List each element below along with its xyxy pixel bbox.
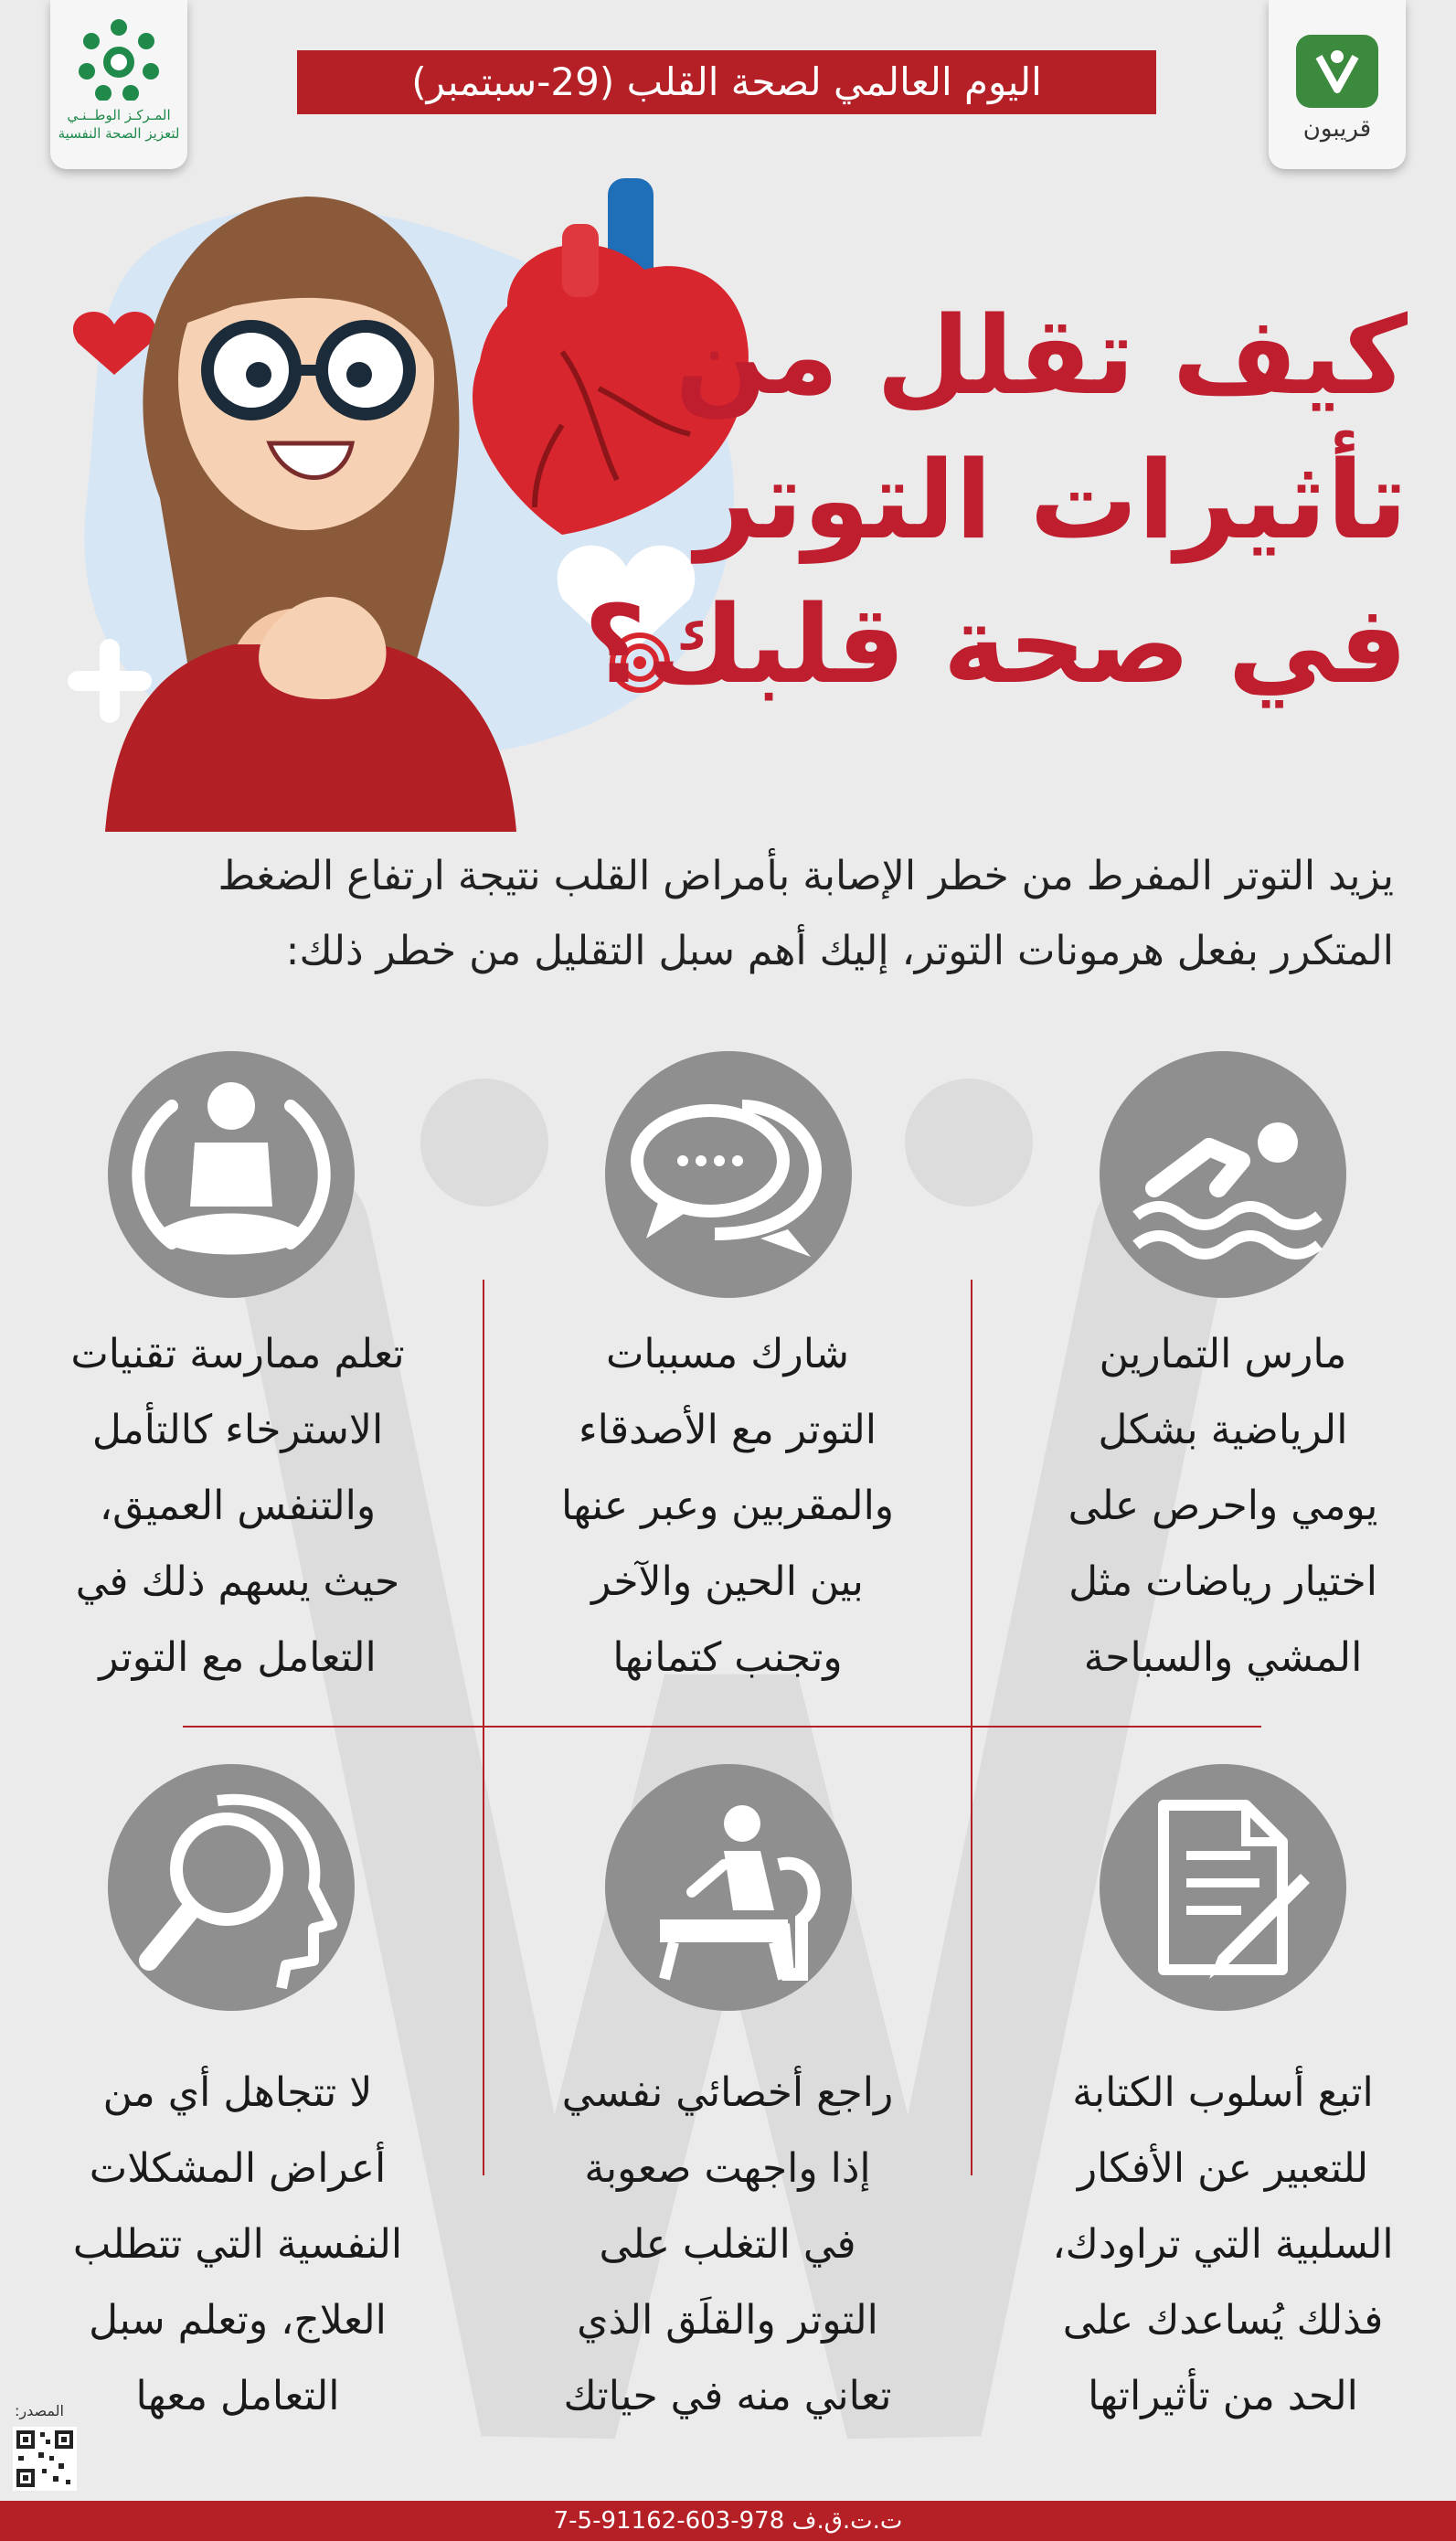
footer-isbn: ت.ت.ق.ف 978-603-91162-5-7 [0, 2501, 1456, 2541]
tip-line: مارس التمارين [1099, 1331, 1347, 1377]
tip-line: السلبية التي تراودك، [1052, 2221, 1394, 2268]
tip-line: المشي والسباحة [1083, 1634, 1363, 1681]
swimming-icon [1100, 1051, 1346, 1298]
therapy-session-icon [605, 1764, 852, 2011]
grid-divider-left [483, 1280, 484, 2175]
tip-specialist [513, 2055, 942, 2434]
tip-line: التعامل معها [135, 2373, 340, 2419]
tip-writing [1008, 2055, 1438, 2434]
tip-line: لا تتجاهل أي من [102, 2069, 373, 2116]
tip-symptoms [23, 2055, 452, 2434]
title-line-3: في صحة قلبك؟ [583, 581, 1408, 707]
right-org-name: قريبون [1302, 115, 1372, 143]
qareeboon-logo-icon [1296, 35, 1378, 108]
tip-line: إذا واجهت صعوبة [584, 2145, 871, 2192]
grid-divider-middle [183, 1726, 1261, 1728]
tip-line: وتجنب كتمانها [612, 1634, 843, 1681]
tip-line: بين الحين والآخر [591, 1558, 864, 1605]
tip-line: التعامل مع التوتر [99, 1634, 377, 1681]
tip-line: تعاني منه في حياتك [563, 2373, 892, 2419]
source-label: المصدر: [15, 2402, 64, 2419]
left-org-logo-card [50, 0, 187, 169]
hero-illustration [50, 151, 781, 832]
tip-line: راجع أخصائي نفسي [561, 2069, 894, 2116]
tip-line: اختيار رياضات مثل [1068, 1558, 1377, 1605]
tip-line: شارك مسببات [606, 1331, 849, 1377]
tip-line: التوتر مع الأصدقاء [578, 1407, 877, 1453]
tip-line: التوتر والقلَق الذي [577, 2297, 878, 2344]
main-title [583, 283, 1408, 717]
tip-line: تعلم ممارسة تقنيات [70, 1331, 405, 1377]
meditation-icon [108, 1051, 355, 1298]
tip-line: والتنفس العميق، [99, 1483, 377, 1529]
title-line-2: تأثيرات التوتر [695, 437, 1408, 563]
tip-relaxation [23, 1316, 452, 1696]
intro-line-2: المتكرر بفعل هرمونات التوتر، إليك أهم سبل التقليل من خطر ذلك: [285, 928, 1394, 974]
intro-paragraph [64, 839, 1394, 989]
chat-bubbles-icon [605, 1051, 852, 1298]
writing-icon [1100, 1764, 1346, 2011]
tip-line: العلاج، وتعلم سبل [89, 2297, 387, 2344]
qr-code[interactable] [13, 2427, 77, 2491]
grid-divider-right [971, 1280, 972, 2175]
tip-line: يومي واحرص على [1068, 1483, 1378, 1529]
tip-line: حيث يسهم ذلك في [75, 1558, 400, 1605]
tip-line: الرياضية بشكل [1098, 1407, 1348, 1453]
tip-line: اتبع أسلوب الكتابة [1072, 2069, 1374, 2116]
right-org-logo-card [1269, 0, 1406, 169]
tip-line: للتعبير عن الأفكار [1077, 2145, 1369, 2192]
intro-line-1: يزيد التوتر المفرط من خطر الإصابة بأمراض القلب نتيجة ارتفاع الضغط [218, 853, 1394, 899]
tip-line: في التغلب على [599, 2221, 856, 2268]
title-line-1: كيف تقلل من [675, 292, 1408, 419]
tip-line: الحد من تأثيراتها [1088, 2373, 1358, 2419]
tip-line: النفسية التي تتطلب [72, 2221, 403, 2268]
left-org-name: المـركـز الوطــنـي لتعزيز الصحة النفسية [58, 107, 180, 142]
tip-line: أعراض المشكلات [89, 2145, 387, 2192]
tip-exercise [1008, 1316, 1438, 1696]
tip-line: الاسترخاء كالتأمل [91, 1407, 384, 1453]
tip-line: والمقربين وعبر عنها [560, 1483, 895, 1529]
head-magnifier-icon [108, 1764, 355, 2011]
star-logo-icon [78, 18, 160, 101]
tip-line: فذلك يُساعدك على [1062, 2297, 1384, 2344]
event-banner: اليوم العالمي لصحة القلب (29-سبتمبر) [297, 50, 1156, 114]
tip-share [513, 1316, 942, 1696]
